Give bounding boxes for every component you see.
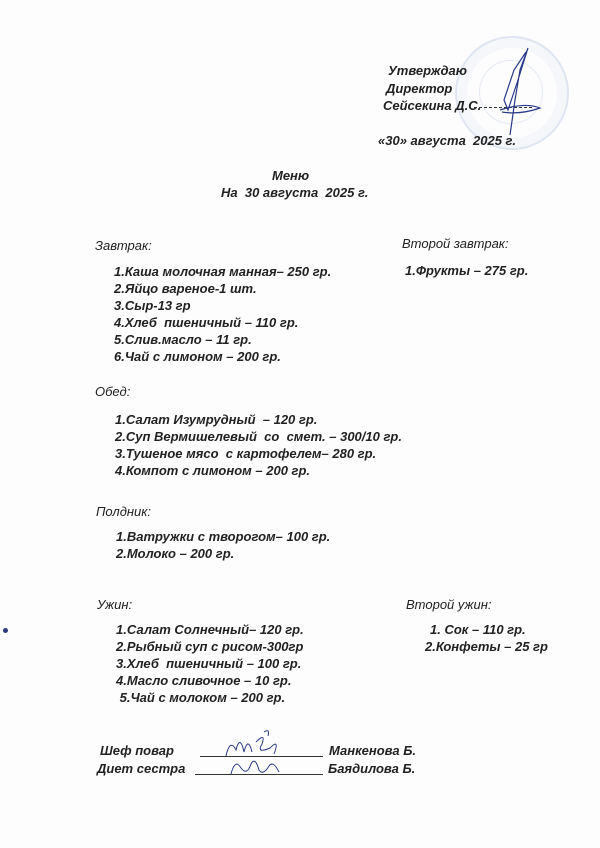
lunch-list bbox=[115, 411, 402, 479]
second-dinner-item: 2.Конфеты – 25 гр bbox=[425, 639, 548, 654]
breakfast-item: 4.Хлеб пшеничный – 110 гр. bbox=[114, 315, 299, 330]
second-breakfast-label: Второй завтрак: bbox=[402, 236, 509, 251]
snack-item: 2.Молоко – 200 гр. bbox=[116, 546, 235, 561]
approval-position: Директор bbox=[386, 81, 453, 96]
dinner-item: 4.Масло сливочное – 10 гр. bbox=[116, 673, 292, 688]
dinner-item: 3.Хлеб пшеничный – 100 гр. bbox=[116, 656, 302, 671]
breakfast-item: 6.Чай с лимоном – 200 гр. bbox=[114, 349, 281, 364]
second-dinner-item: 1. Сок – 110 гр. bbox=[430, 622, 526, 637]
menu-heading: Меню bbox=[272, 168, 310, 183]
approval-approve: Утверждаю bbox=[388, 63, 467, 78]
nurse-signature bbox=[225, 756, 295, 778]
dinner-item: 2.Рыбный суп с рисом-300гр bbox=[116, 639, 304, 654]
breakfast-item: 3.Сыр-13 гр bbox=[114, 298, 191, 313]
snack-label: Полдник: bbox=[96, 504, 152, 519]
dinner-item: 5.Чай с молоком – 200 гр. bbox=[116, 690, 286, 705]
approval-date: «30» августа 2025 г. bbox=[378, 133, 516, 148]
second-dinner-list bbox=[425, 621, 548, 655]
dinner-list bbox=[116, 621, 304, 706]
second-dinner-label: Второй ужин: bbox=[406, 597, 492, 612]
chef-title: Шеф повар bbox=[100, 743, 174, 758]
chef-name: Манкенова Б. bbox=[329, 743, 417, 758]
second-breakfast-list bbox=[405, 262, 528, 279]
approval-director-name: Сейсекина Д.С. bbox=[383, 98, 482, 113]
director-signature bbox=[470, 40, 550, 140]
breakfast-item: 2.Яйцо вареное-1 шт. bbox=[114, 281, 257, 296]
snack-list bbox=[116, 528, 330, 562]
nurse-name: Баядилова Б. bbox=[328, 761, 416, 776]
dinner-item: 1.Салат Солнечный– 120 гр. bbox=[116, 622, 304, 637]
breakfast-list bbox=[114, 263, 331, 365]
second-breakfast-item: 1.Фрукты – 275 гр. bbox=[405, 263, 529, 278]
lunch-label: Обед: bbox=[95, 384, 131, 399]
lunch-item: 2.Суп Вермишелевый со смет. – 300/10 гр. bbox=[115, 429, 402, 444]
snack-item: 1.Ватружки с творогом– 100 гр. bbox=[116, 529, 331, 544]
lunch-item: 1.Салат Изумрудный – 120 гр. bbox=[115, 412, 318, 427]
lunch-item: 3.Тушеное мясо с картофелем– 280 гр. bbox=[115, 446, 377, 461]
menu-date: На 30 августа 2025 г. bbox=[221, 185, 369, 200]
breakfast-item: 1.Каша молочная манная– 250 гр. bbox=[114, 264, 332, 279]
ink-dot bbox=[3, 628, 8, 633]
dinner-label: Ужин: bbox=[97, 597, 133, 612]
lunch-item: 4.Компот с лимоном – 200 гр. bbox=[115, 463, 311, 478]
nurse-title: Диет сестра bbox=[97, 761, 186, 776]
breakfast-item: 5.Слив.масло – 11 гр. bbox=[114, 332, 252, 347]
breakfast-label: Завтрак: bbox=[95, 238, 152, 253]
